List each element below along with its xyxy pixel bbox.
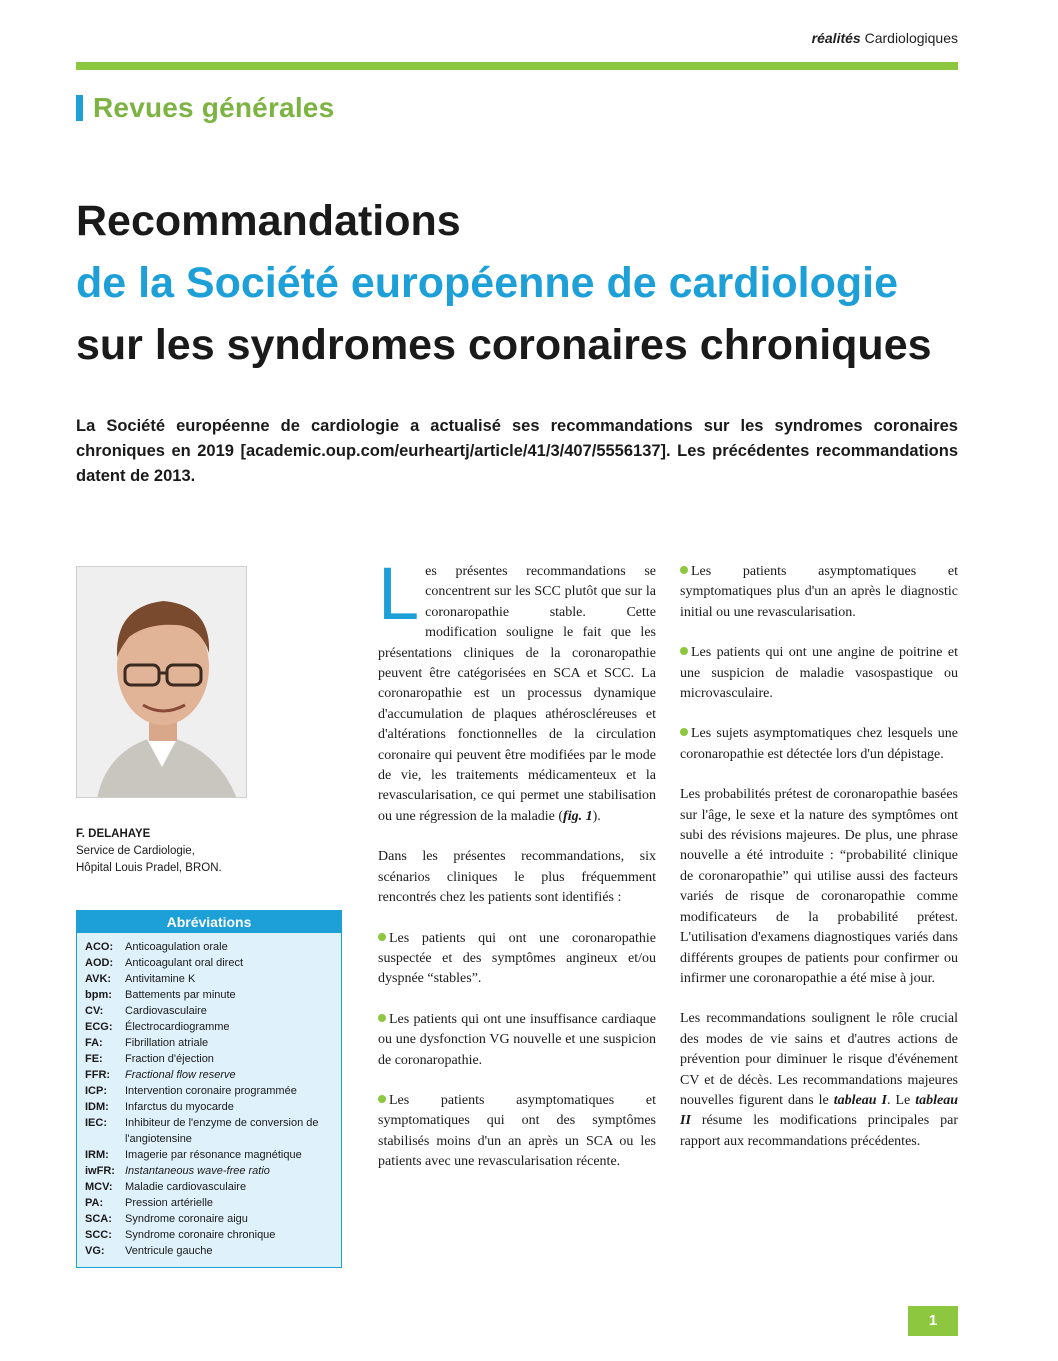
article-title: [76, 190, 976, 376]
bullet-dot-icon: [680, 566, 688, 574]
abbreviation-item: IRM: Imagerie par résonance magnétique: [85, 1149, 302, 1161]
bullet-dot-icon: [378, 933, 386, 941]
table-reference-2[interactable]: tableau II: [680, 1092, 959, 1129]
page-number: 1: [908, 1306, 958, 1336]
article-lede: La Société européenne de cardiologie a actualisé ses recommandations sur les syndromes coronaires chroniques en 2019 [academic.oup.com/eurheartj/article/41/3/407/5556137]. Les précédentes recommandations datent de 2013.: [76, 417, 958, 485]
body-paragraph-1: Les présentes recommandations se concentrent sur les SCC plutôt que sur la coronaropathie stable. Cette modification souligne le fait que les présentations cliniques de la coronaropathie peuvent être catégorisées en SCA et SCC. La coronaropathie est un processus dynamique d'accumulation de plaques athéroscléreuses et d'altérations fonctionnelles de la circulation coronaire qui peuvent être modifiées par le mode de vie, les traitements médicamenteux et la revascularisation, ce qui permet une stabilisation ou une régression de la maladie (fig. 1).: [378, 552, 656, 824]
abbreviation-item: AOD: Anticoagulant oral direct: [85, 957, 244, 969]
bullet-item: Les sujets asymptomatiques chez lesquels une coronaropathie est détectée lors d'un dépistage.: [680, 726, 958, 762]
abbreviation-item: ICP: Intervention coronaire programmée: [85, 1085, 297, 1097]
abbreviation-item: PA: Pression artérielle: [85, 1197, 214, 1209]
body-paragraph-4: Les recommandations soulignent le rôle crucial des modes de vie sains et d'autres actions de prévention pour diminuer le risque d'événement CV et de décès. Les recommandations majeures nouvelles figurent dans le tableau I. Le tableau II résume les modifications principales par rapport aux recommandations précédentes.: [680, 1011, 959, 1149]
section-label: Revues générales: [93, 92, 335, 123]
section-heading: [76, 92, 334, 124]
abbreviation-item: ACO: Anticoagulation orale: [85, 941, 228, 953]
abbreviation-item: VG: Ventricule gauche: [85, 1245, 213, 1257]
abbreviation-item: AVK: Antivitamine K: [85, 973, 196, 985]
title-line-1: Recommandations: [76, 197, 461, 245]
abbreviation-item: MCV: Maladie cardiovasculaire: [85, 1181, 247, 1193]
abbreviation-item: IEC: Inhibiteur de l'enzyme de conversion de l'angiotensine: [85, 1117, 319, 1145]
abbreviation-item: FE: Fraction d'éjection: [85, 1053, 214, 1065]
figure-reference[interactable]: fig. 1: [563, 808, 593, 824]
author-info: [76, 826, 222, 877]
bullet-dot-icon: [680, 647, 688, 655]
body-paragraph-2: Dans les présentes recommandations, six scénarios cliniques le plus fréquemment rencontrés chez les patients sont identifiés :: [378, 849, 656, 906]
abbreviation-item: SCA: Syndrome coronaire aigu: [85, 1213, 248, 1225]
bullet-item: Les patients asymptomatiques et symptomatiques plus d'un an après le diagnostic initial ou une revascularisation.: [680, 564, 958, 620]
abbreviation-item: FFR: Fractional flow reserve: [85, 1069, 236, 1081]
section-bar: [76, 95, 83, 121]
bullet-item: Les patients qui ont une angine de poitrine et une suspicion de maladie vasospastique ou microvasculaire.: [680, 645, 958, 702]
abbreviation-item: SCC: Syndrome coronaire chronique: [85, 1229, 276, 1241]
title-line-3: sur les syndromes coronaires chroniques: [76, 321, 932, 369]
journal-name: réalités Cardiologiques: [811, 30, 958, 46]
abbreviation-item: ECG: Électrocardiogramme: [85, 1021, 230, 1033]
author-portrait-illustration: [77, 567, 247, 798]
author-affiliation-2: Hôpital Louis Pradel, BRON.: [76, 862, 222, 874]
top-rule: [76, 62, 958, 70]
body-paragraph-3: Les probabilités prétest de coronaropathie basées sur l'âge, le sexe et la nature des symptômes ont subi des révisions majeures. De plus, une phrase nouvelle a été introduite : “probabilité clinique de coronaropathie” qui utilise aussi des facteurs variés de risque de coronaropathie comme modificateurs de la probabilité prétest. L'utilisation d'examens diagnostiques variés dans différents groupes de patients pour confirmer ou infirmer une coronaropathie a été mise à jour.: [680, 787, 958, 986]
author-photo: [76, 566, 247, 798]
abbreviation-item: CV: Cardiovasculaire: [85, 1005, 207, 1017]
author-name: F. DELAHAYE: [76, 828, 151, 840]
abbreviation-item: IDM: Infarctus du myocarde: [85, 1101, 234, 1113]
abbreviation-item: iwFR: Instantaneous wave-free ratio: [85, 1165, 270, 1177]
abbreviations-box: [76, 910, 342, 1268]
body-column-1: [378, 552, 656, 1193]
body-column-2: [680, 562, 958, 1172]
bullet-dot-icon: [378, 1014, 386, 1022]
abbreviation-item: FA: Fibrillation atriale: [85, 1037, 209, 1049]
abbreviations-list: [77, 933, 341, 1259]
drop-cap: L: [378, 552, 420, 635]
author-affiliation-1: Service de Cardiologie,: [76, 845, 195, 857]
abbreviation-item: bpm: Battements par minute: [85, 989, 236, 1001]
bullet-item: Les patients asymptomatiques et symptomatiques qui ont des symptômes stabilisés moins d'un an après un SCA ou les patients avec une revascularisation récente.: [378, 1092, 656, 1170]
table-reference-1[interactable]: tableau I: [833, 1092, 887, 1108]
title-line-2: de la Société européenne de cardiologie: [76, 259, 899, 307]
bullet-dot-icon: [378, 1095, 386, 1103]
abbreviations-title: Abréviations: [77, 911, 341, 933]
bullet-item: Les patients qui ont une coronaropathie suspectée et des symptômes angineux et/ou dyspnée “stables”.: [378, 930, 656, 987]
bullet-item: Les patients qui ont une insuffisance cardiaque ou une dysfonction VG nouvelle et une suspicion de coronaropathie.: [378, 1011, 656, 1068]
bullet-dot-icon: [680, 728, 688, 736]
